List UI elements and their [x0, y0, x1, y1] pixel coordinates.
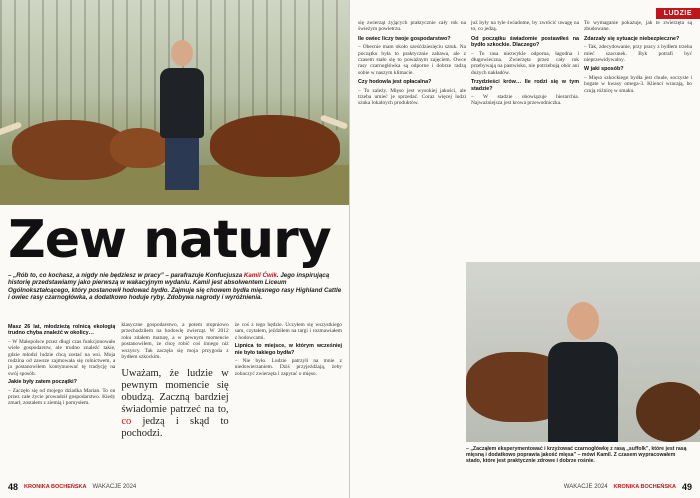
answer: – Obecnie mam około sześćdziesięciu sztuk. Na początku była to praktycznie zabawa, ale z czasem stało się to poważnym zajęciem. Owce rasy czarnogłówka są odporne i dobrze radzą sobie w naszym klimacie.: [358, 44, 466, 76]
question: Ile owiec liczy twoje gospodarstwo?: [358, 35, 451, 42]
question: Zdarzały się sytuacje niebezpieczne?: [584, 35, 680, 42]
article-headline: Zew natury: [8, 210, 331, 270]
answer: – W Małopolsce przez długi czas funkcjonowało wiele gospodarstw, ale trudno znaleźć takie, gdzie młodzi ludzie chcą zostać na wsi. Moja rodzina od zawsze zajmowała się rolnictwem, a ja postanowiłem kontynuować tę tradycję na swój sposób.: [8, 338, 116, 377]
page-right: [350, 0, 700, 498]
question: Masz 26 lat, młodzieżą rolnicą ekologią trudno chyba znaleźć w okolicy…: [8, 324, 116, 337]
answer: – Mięso szkockiego bydła jest chude, soczyste i bogate w kwasy omega-3. Klienci wracają, bo czują różnicę w smaku.: [584, 74, 692, 94]
answer: – To rasa niezwykle odporna, łagodna i długowieczna. Zwierzęta przez cały rok przebywają na pastwisku, nie potrzebują obór ani dużych nakładów.: [471, 50, 579, 76]
cow-muzzle: [636, 382, 700, 442]
pull-quote: Uważam, że ludzie w pewnym momencie się obudzą. Zaczną bardziej świadomie patrzeć na to, co jedzą i skąd to pochodzi.: [121, 368, 229, 440]
body-text: się zwierząt żyjących praktycznie cały rok na świeżym powietrzu.: [358, 20, 466, 33]
answer: – Nie było. Ludzie patrzyli na mnie z niedowierzaniem. Dziś przyjeżdżają, żeby zobaczyć zwierzęta i zapytać o mięso.: [234, 358, 342, 377]
question: Od początku świadomie postawiłeś na bydło szkockie. Dlaczego?: [471, 35, 579, 49]
question: Jakie były zatem początki?: [8, 379, 77, 386]
section-label: LUDZIE: [656, 8, 700, 19]
article-lead: [8, 272, 342, 302]
body-text: klasyczne gospodarstwo, a potem stopniowo przechodziłem na hodowlę zwierząt. W 2012 roku zdałem maturę, a w pewnym momencie postanowiłem, że chcę robić coś innego niż wszyscy. Tak zaczęła się moja przygoda z bydłem szkockim.: [121, 322, 229, 361]
photo-farmer-with-cow: [466, 262, 700, 442]
answer: – Tak, zdecydowanie, przy pracy z bydłem trzeba mieć szacunek. Byk potrafi być nieprzewidywalny.: [584, 44, 692, 64]
highland-cow: [210, 115, 340, 177]
question: W jaki sposób?: [584, 66, 624, 73]
answer: – W stadzie obowiązuje hierarchia. Najważniejsza jest krowa przewodniczka.: [471, 94, 579, 107]
cover-photo-farmer-with-cattle: [0, 0, 350, 205]
answer: – Zaczęło się od mojego dziadka Marian. To on przez całe życie prowadził gospodarstwo. Kiedy zmarł, zostałem z ziemią i pomysłem.: [8, 387, 116, 407]
page-number: 48: [8, 482, 19, 492]
question: Lipnica to miejsce, w którym wcześniej nie było takiego bydła?: [234, 343, 342, 356]
body-text: już były na tyle świadome, by zwrócić uwagę na to, co jedzą.: [471, 20, 579, 33]
lead-suffix: . Jego inspirującą historię przedstawiamy jako pierwszą w wakacyjnym wydaniu. Kamil jest absolwentem Liceum Ogólnokształcącego, który postanowił hodować bydło. Zajmuje się chowem bydła mięsnego rasy Highland Cattle i owiec rasy czarnogłówka, a dodatkowo hoduje ryby. Zdobywa nagrody i wyróżnienia.: [8, 272, 342, 302]
photo-caption: – „Zacząłem eksperymentować i krzyżować czarnogłówkę z rasą „suffolk”, które jest rasą mięsną i dodatkowo poprawia jakość mięsa” – mówi Kamil. Z czasem wypracowałem stado, które jest praktycznie zdrowe i dobrze rośnie.: [466, 446, 687, 465]
lead-prefix: – „Rób to, co kochasz, a nigdy nie będziesz w pracy” – parafrazuje Konfucjusza: [8, 272, 244, 279]
body-text: że coś z tego będzie. Uczyłem się wszystkiego sam, czytałem, jeździłem na targi i rozmawiałem z hodowcami.: [234, 322, 342, 341]
column-3: [235, 322, 342, 472]
issue-label: WAKACJE 2024: [563, 484, 608, 490]
question: Trzydzieści krów… Ile rodzi się w tym stadzie?: [471, 79, 579, 92]
page-number: 49: [681, 482, 692, 492]
farmer-figure: [160, 40, 204, 190]
magazine-brand: KRONIKA BOCHEŃSKA: [613, 484, 676, 490]
issue-label: WAKACJE 2024: [92, 484, 137, 490]
column-1: [8, 322, 115, 472]
body-text: To wymaganie pokazuje, jak te zwierzęta są zbudowane.: [584, 20, 692, 33]
lead-name: Kamil Ćwik: [243, 272, 277, 279]
question: Czy hodowla jest opłacalna?: [358, 79, 432, 86]
answer: – To zależy. Mięso jest wysokiej jakości, ale trzeba umieć je sprzedać. Coraz więcej ludzi szuka lokalnych produktów.: [358, 87, 466, 107]
page-footer-right: [564, 482, 692, 492]
page-footer-left: [8, 482, 136, 492]
column-2: [121, 322, 228, 472]
farmer-portrait: [548, 302, 618, 442]
article-columns-left: [8, 322, 342, 472]
column-1: [358, 20, 466, 360]
magazine-brand: KRONIKA BOCHEŃSKA: [24, 484, 87, 490]
